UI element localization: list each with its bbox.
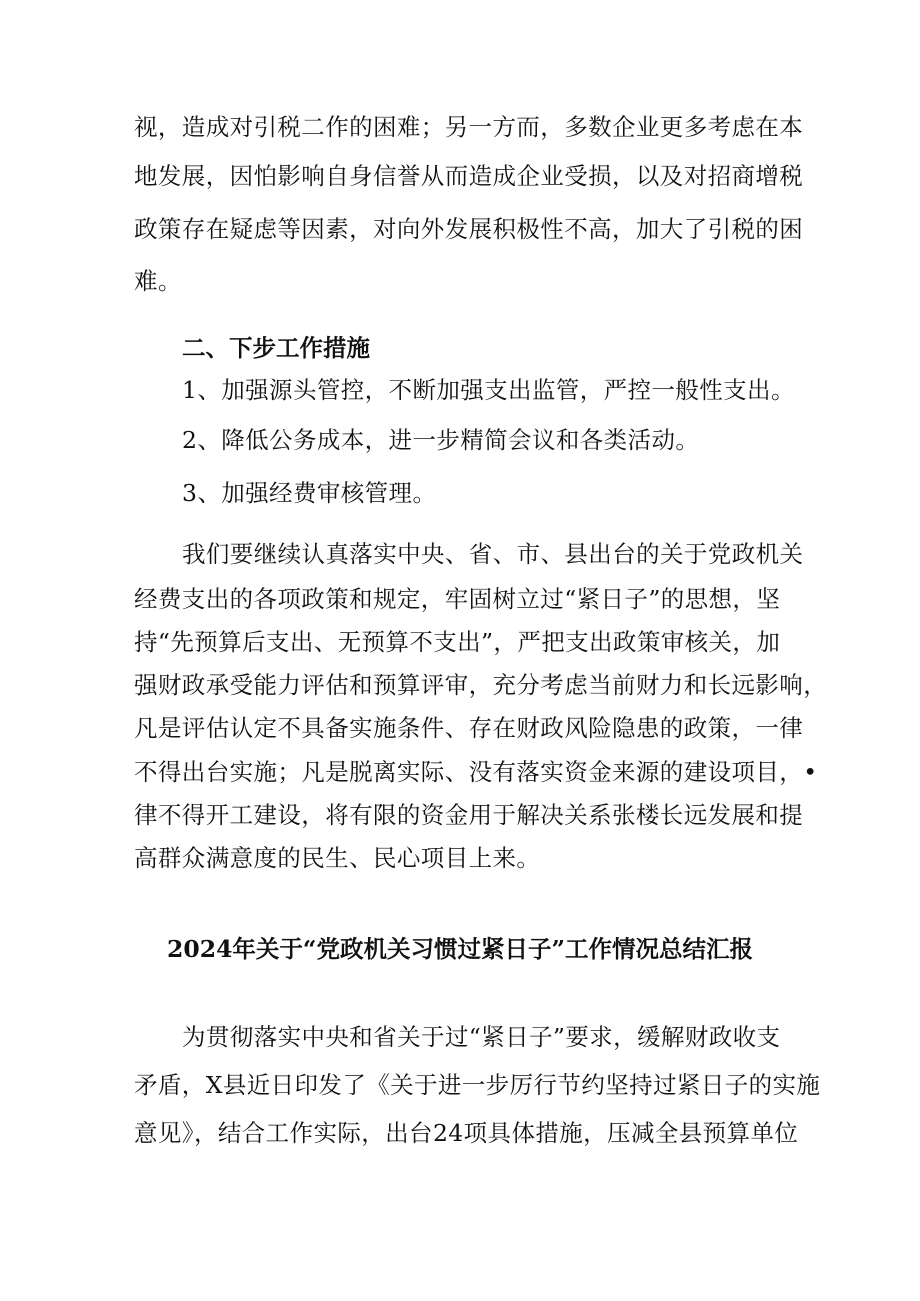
paragraph-3-line-3: 意见》，结合工作实际，出台24项具体措施，压减全县预算单位 — [134, 1119, 799, 1147]
paragraph-2-line-8: 高群众满意度的民生、民心项目上来。 — [134, 844, 541, 872]
report-title: 2024年关于“党政机关习惯过紧日子”工作情况总结汇报 — [167, 935, 753, 963]
measure-item-1: 1、加强源头管控，不断加强支出监管，严控一般性支出。 — [182, 376, 795, 404]
section-heading: 二、下步工作措施 — [182, 334, 370, 362]
paragraph-1-line-2: 地发展，因怕影响自身信誉从而造成企业受损，以及对招商增税 — [134, 162, 804, 190]
paragraph-2-line-7: 律不得开工建设，将有限的资金用于解决关系张楼长远发展和提 — [134, 801, 804, 829]
paragraph-1-line-3: 政策存在疑虑等因素，对向外发展积极性不高，加大了引税的困 — [134, 215, 804, 243]
paragraph-2-line-1: 我们要继续认真落实中央、省、市、县出台的关于党政机关 — [182, 540, 804, 568]
paragraph-3-line-1: 为贯彻落实中央和省关于过“紧日子”要求，缓解财政收支 — [182, 1023, 781, 1051]
measure-item-2: 2、降低公务成本，进一步精简会议和各类活动。 — [182, 426, 700, 454]
paragraph-2-line-3: 持“先预算后支出、无预算不支出”，严把支出政策审核关，加 — [134, 628, 781, 656]
paragraph-2-line-6: 不得出台实施；凡是脱离实际、没有落实资金来源的建设项目，• — [134, 758, 818, 786]
paragraph-1-line-1: 视，造成对引税二作的困难；另一方而，多数企业更多考虑在本 — [134, 113, 804, 141]
paragraph-1-line-4: 难。 — [134, 267, 182, 295]
paragraph-2-line-5: 凡是评估认定不具备实施条件、存在财政风险隐患的政策，一律 — [134, 714, 804, 742]
paragraph-2-line-2: 经费支出的各项政策和规定，牢固树立过“紧日子”的思想，坚 — [134, 585, 781, 613]
measure-item-3: 3、加强经费审核管理。 — [182, 479, 437, 507]
paragraph-3-line-2: 矛盾，X县近日印发了《关于进一步厉行节约坚持过紧日子的实施 — [134, 1071, 821, 1099]
paragraph-2-line-4: 强财政承受能力评估和预算评审，充分考虑当前财力和长远影响， — [134, 671, 828, 699]
